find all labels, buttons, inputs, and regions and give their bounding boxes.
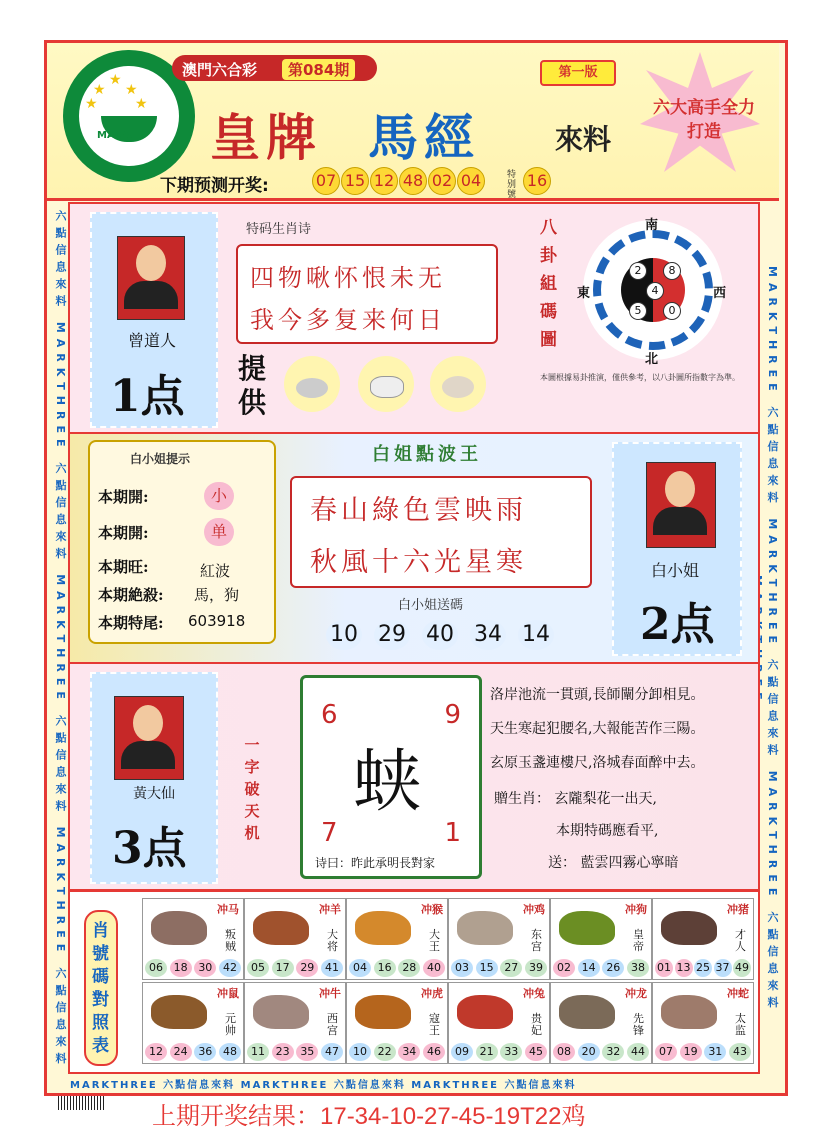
zodiac-number: 02 <box>553 959 575 977</box>
send-number: 40 <box>422 620 458 650</box>
corner-number: 1 <box>444 818 461 848</box>
snake-icon <box>661 911 717 945</box>
zodiac-number: 44 <box>627 1043 649 1061</box>
zodiac-nickname: 大将 <box>327 928 338 953</box>
tip-label: 本期絶殺: <box>98 586 164 604</box>
zodiac-number: 27 <box>500 959 522 977</box>
zodiac-nickname: 大王 <box>429 928 440 953</box>
special-ball: 16 <box>523 167 551 195</box>
verse-line: 洛岸池流一貫頭,長師闡分卸相見。 <box>490 687 705 703</box>
zodiac-number: 21 <box>476 1043 498 1061</box>
lottery-name: 澳門六合彩 <box>182 61 258 79</box>
bottom-strip: MARKTHREE 六點信息來料 MARKTHREE 六點信息來料 MARKTHREE 六點信息來料 <box>70 1080 577 1091</box>
barcode-icon <box>58 1096 106 1110</box>
poem-line: 秋風十六光星寒 <box>310 547 527 578</box>
zodiac-numbers <box>349 1043 445 1061</box>
bagua-title: 八卦組碼圖 <box>540 218 557 350</box>
zodiac-number: 01 <box>655 959 673 977</box>
zodiac-number: 25 <box>694 959 712 977</box>
zodiac-number: 45 <box>525 1043 547 1061</box>
zodiac-number: 19 <box>680 1043 702 1061</box>
zodiac-number: 29 <box>296 959 318 977</box>
zodiac-number: 11 <box>247 1043 269 1061</box>
char-box <box>300 675 482 879</box>
verse-line: 送： 藍雲四霧心寧暗 <box>548 855 679 871</box>
rabbit-icon <box>457 911 513 945</box>
zodiac-cell <box>550 898 652 980</box>
zodiac-number: 30 <box>194 959 216 977</box>
zodiac-cell <box>652 898 754 980</box>
tip-label: 本期特尾: <box>98 614 164 632</box>
right-side-strip: MARKTHREE 六點信息來料 MARKTHREE 六點信息來料 MARKTHREE 六點信息來料 <box>766 266 779 1014</box>
zodiac-number: 31 <box>704 1043 726 1061</box>
zodiac-animal: 冲羊 <box>319 903 341 916</box>
emblem-text: MACAU <box>97 130 138 141</box>
zodiac-nickname: 东宫 <box>531 928 542 953</box>
zodiac-animal: 冲牛 <box>319 987 341 1000</box>
zodiac-nickname: 皇帝 <box>633 928 644 953</box>
zodiac-animal: 冲猪 <box>727 903 749 916</box>
zodiac-number: 04 <box>349 959 371 977</box>
zodiac-animal: 冲兔 <box>523 987 545 1000</box>
tip-value: 小 <box>204 482 234 510</box>
pig-icon <box>661 995 717 1029</box>
zodiac-cell <box>244 898 346 980</box>
zodiac-number: 39 <box>525 959 547 977</box>
zodiac-nickname: 太监 <box>735 1012 746 1037</box>
send-number: 10 <box>326 620 362 650</box>
edition-badge: 第一版 <box>540 60 616 86</box>
prediction-ball: 04 <box>457 167 485 195</box>
zodiac-number: 37 <box>714 959 732 977</box>
zodiac-number: 15 <box>476 959 498 977</box>
zodiac-numbers <box>451 1043 547 1061</box>
prediction-label: 下期预测开奖: <box>160 176 269 196</box>
verse-line: 贈生肖： 玄隴梨花一出天, <box>494 791 657 807</box>
send-number: 29 <box>374 620 410 650</box>
one-char-label: 一字破天机 <box>244 736 260 842</box>
zodiac-animal: 冲狗 <box>625 903 647 916</box>
zodiac-cell <box>448 982 550 1064</box>
zodiac-numbers <box>655 1043 751 1061</box>
zodiac-numbers <box>553 1043 649 1061</box>
zodiac-animal: 冲马 <box>217 903 239 916</box>
send-label: 白小姐送碼 <box>398 598 464 613</box>
zodiac-animal: 冲猴 <box>421 903 443 916</box>
tip-value: 603918 <box>188 612 246 630</box>
zodiac-grid <box>142 898 754 1068</box>
send-numbers <box>326 620 554 650</box>
zodiac-animal: 冲蛇 <box>727 987 749 1000</box>
ox-icon <box>253 911 309 945</box>
zodiac-numbers <box>349 959 445 977</box>
zodiac-cell <box>142 898 244 980</box>
zodiac-number: 18 <box>170 959 192 977</box>
verse-line: 本期特碼應看平, <box>556 823 659 839</box>
zodiac-number: 05 <box>247 959 269 977</box>
zodiac-number: 41 <box>321 959 343 977</box>
zodiac-numbers <box>145 1043 241 1061</box>
zodiac-numbers <box>553 959 649 977</box>
tip-value: 紅波 <box>200 562 231 580</box>
zodiac-number: 07 <box>655 1043 677 1061</box>
send-number: 14 <box>518 620 554 650</box>
bagua-diagram: 南 北 東 西 2 8 4 5 0 <box>577 218 727 367</box>
special-label: 特别號 <box>507 170 517 200</box>
tip-value: 馬，狗 <box>194 586 240 604</box>
tips-box <box>88 440 276 644</box>
tiger-icon <box>355 911 411 945</box>
last-result: 上期开奖结果：17-34-10-27-45-19T22鸡 <box>152 1103 586 1130</box>
tip-label: 本期旺: <box>98 558 149 576</box>
zodiac-number: 40 <box>423 959 445 977</box>
portrait-photo <box>117 236 185 320</box>
zodiac-cell <box>346 982 448 1064</box>
person-name: 黃大仙 <box>133 786 175 802</box>
zodiac-number: 36 <box>194 1043 216 1061</box>
hamster-icon <box>430 356 486 412</box>
zodiac-nickname: 叛贼 <box>225 928 236 953</box>
provide-label: 提供 <box>238 352 267 419</box>
person-points: 1点 <box>110 371 185 422</box>
zodiac-nickname: 西宫 <box>327 1012 338 1037</box>
corner-number: 6 <box>321 700 338 730</box>
zodiac-cell <box>244 982 346 1064</box>
zodiac-number: 09 <box>451 1043 473 1061</box>
zodiac-number: 24 <box>170 1043 192 1061</box>
portrait-photo <box>646 462 716 548</box>
tip-label: 本期開: <box>98 488 149 506</box>
zodiac-numbers <box>247 959 343 977</box>
corner-number: 9 <box>444 700 461 730</box>
zodiac-numbers <box>451 959 547 977</box>
zodiac-cell <box>142 982 244 1064</box>
zodiac-animal: 冲虎 <box>421 987 443 1000</box>
zodiac-number: 42 <box>219 959 241 977</box>
zodiac-side-title: 肖號碼對照表 <box>84 910 118 1066</box>
zodiac-animal: 冲鼠 <box>217 987 239 1000</box>
prediction-ball: 07 <box>312 167 340 195</box>
zodiac-cell <box>550 982 652 1064</box>
zodiac-nickname: 寇王 <box>429 1012 440 1037</box>
horse-icon <box>151 995 207 1029</box>
zodiac-nickname: 先锋 <box>633 1012 644 1037</box>
zodiac-number: 10 <box>349 1043 371 1061</box>
poem-line: 四物啾怀恨未无 <box>250 264 446 292</box>
prediction-ball: 02 <box>428 167 456 195</box>
zodiac-numbers <box>655 959 751 977</box>
zodiac-number: 03 <box>451 959 473 977</box>
dog-icon <box>559 995 615 1029</box>
person-name: 曾道人 <box>127 331 176 350</box>
zodiac-number: 23 <box>272 1043 294 1061</box>
person-points: 3点 <box>112 823 187 874</box>
zodiac-number: 26 <box>602 959 624 977</box>
zodiac-number: 17 <box>272 959 294 977</box>
portrait-photo <box>114 696 184 780</box>
zodiac-number: 47 <box>321 1043 343 1061</box>
poem-line: 我今多复来何日 <box>250 306 446 334</box>
zodiac-nickname: 才人 <box>735 928 746 953</box>
macau-emblem-icon: ★ ★ ★ ★ ★ MACAU <box>63 50 195 182</box>
poem-line: 春山綠色雲映雨 <box>310 495 527 526</box>
zodiac-number: 49 <box>733 959 751 977</box>
page-title-part1: 皇牌 <box>210 108 322 167</box>
zodiac-number: 22 <box>374 1043 396 1061</box>
monkey-icon <box>355 995 411 1029</box>
zodiac-number: 34 <box>398 1043 420 1061</box>
zodiac-cell <box>448 898 550 980</box>
zodiac-numbers <box>247 1043 343 1061</box>
page-title-part2: 馬經 <box>368 108 480 167</box>
big-character: 蛱 <box>353 743 422 822</box>
verse-line: 玄原玉盞連樓尺,洛城春面醉中去。 <box>490 755 705 771</box>
prediction-ball: 48 <box>399 167 427 195</box>
issue-number: 第084期 <box>282 59 355 80</box>
zodiac-number: 13 <box>675 959 693 977</box>
goat-icon <box>358 356 414 412</box>
dragon-icon <box>559 911 615 945</box>
zodiac-number: 16 <box>374 959 396 977</box>
prediction-ball: 15 <box>341 167 369 195</box>
zodiac-number: 20 <box>578 1043 600 1061</box>
zodiac-number: 48 <box>219 1043 241 1061</box>
bagua-note: 本圖根據易卦推演，僅供參考，以八卦圖所指數字為準。 <box>540 373 740 382</box>
zodiac-numbers <box>145 959 241 977</box>
prediction-numbers <box>312 167 485 195</box>
tips-title: 白小姐提示 <box>130 452 191 466</box>
zodiac-number: 38 <box>627 959 649 977</box>
zodiac-nickname: 元帅 <box>225 1012 236 1037</box>
page-subtitle: 來料 <box>555 123 612 156</box>
person-points: 2点 <box>640 599 715 650</box>
rabbit-icon <box>284 356 340 412</box>
zodiac-cell <box>652 982 754 1064</box>
verse-line: 天生寒起犯腰名,大報能苦作三陽。 <box>490 721 705 737</box>
zodiac-number: 08 <box>553 1043 575 1061</box>
send-number: 34 <box>470 620 506 650</box>
zodiac-nickname: 贵妃 <box>531 1012 542 1037</box>
tip-label: 本期開: <box>98 524 149 542</box>
zodiac-number: 06 <box>145 959 167 977</box>
zodiac-number: 28 <box>398 959 420 977</box>
person-name: 白小姐 <box>650 561 699 580</box>
zodiac-number: 32 <box>602 1043 624 1061</box>
corner-number: 7 <box>321 818 338 848</box>
zodiac-number: 33 <box>500 1043 522 1061</box>
rooster-icon <box>457 995 513 1029</box>
zodiac-number: 12 <box>145 1043 167 1061</box>
rat-icon <box>151 911 207 945</box>
goat-icon <box>253 995 309 1029</box>
zodiac-cell <box>346 898 448 980</box>
slogan: 六大高手全力打造 <box>653 98 755 142</box>
zodiac-animal: 冲鸡 <box>523 903 545 916</box>
zodiac-animal: 冲龙 <box>625 987 647 1000</box>
zodiac-number: 46 <box>423 1043 445 1061</box>
zodiac-number: 14 <box>578 959 600 977</box>
tip-value: 单 <box>204 518 234 546</box>
prediction-ball: 12 <box>370 167 398 195</box>
left-side-strip: 六點信息來料 MARKTHREE 六點信息來料 MARKTHREE 六點信息來料 MARKTHREE 六點信息來料 <box>54 210 67 1070</box>
poem-heading: 特码生肖诗 <box>246 222 312 237</box>
zodiac-number: 35 <box>296 1043 318 1061</box>
issue-tag <box>172 55 377 81</box>
char-poem: 诗曰：昨此承明長對家 <box>315 856 436 870</box>
panel2-heading: 白姐點波王 <box>372 444 482 465</box>
zodiac-number: 43 <box>729 1043 751 1061</box>
